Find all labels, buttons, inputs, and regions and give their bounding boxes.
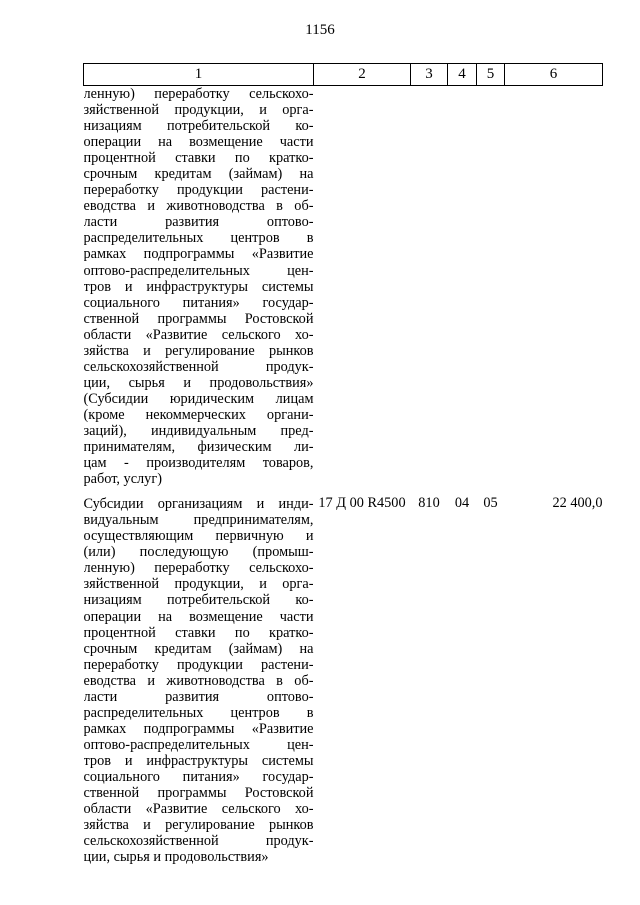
- description-line: сельскохозяйственной продук-: [83, 358, 314, 375]
- description-line: (Субсидии юридическим лицам: [83, 390, 314, 407]
- description-line: заций), индивидуальным пред-: [83, 422, 314, 439]
- description-line: тров и инфраструктуры системы: [83, 752, 314, 769]
- description-line: операции на возмещение части: [83, 134, 314, 151]
- description-line: видуальным предпринимателям,: [83, 512, 314, 529]
- description-line: тров и инфраструктуры системы: [83, 278, 314, 295]
- description-line: зяйства и регулирование рынков: [83, 817, 314, 834]
- description-line: низациям потребительской ко-: [83, 592, 314, 609]
- header-col-3: 3: [411, 64, 448, 86]
- table-row: [84, 86, 603, 488]
- header-col-6: 6: [505, 64, 603, 86]
- description-line: оптово-распределительных цен-: [83, 736, 314, 753]
- description-line: процентной ставки по кратко-: [83, 624, 314, 641]
- description-line: сельскохозяйственной продук-: [83, 833, 314, 850]
- description-line: ленную) переработку сельскохо-: [83, 86, 314, 102]
- description-line: зяйственной продукции, и орга-: [83, 102, 314, 119]
- description-line: области «Развитие сельского хо-: [83, 801, 314, 818]
- description-line: ции, сырья и продовольствия»: [83, 849, 269, 866]
- description-line: ственной программы Ростовской: [83, 310, 314, 327]
- description-line: ласти развития оптово-: [83, 688, 314, 705]
- target-article-code: [314, 86, 411, 488]
- description-line: осуществляющим первичную и: [83, 528, 314, 545]
- header-col-1: 1: [84, 64, 314, 86]
- description-line: зяйственной продукции, и орга-: [83, 576, 314, 593]
- description-line: (или) последующую (промыш-: [83, 544, 314, 561]
- header-col-2: 2: [314, 64, 411, 86]
- description-line: еводства и животноводства в об-: [83, 672, 314, 689]
- amount: 22 400,0: [552, 495, 603, 512]
- description-line: срочным кредитам (займам) на: [83, 166, 314, 183]
- description-line: социального питания» государ-: [83, 294, 314, 311]
- description-line: низациям потребительской ко-: [83, 118, 314, 135]
- expense-type-code: [411, 86, 448, 488]
- header-col-5: 5: [477, 64, 505, 86]
- description-line: ленную) переработку сельскохо-: [83, 560, 314, 577]
- description-line: социального питания» государ-: [83, 768, 314, 785]
- description-line: зяйства и регулирование рынков: [83, 342, 314, 359]
- description-line: переработку продукции растени-: [83, 182, 314, 199]
- description-line: распределительных центров в: [83, 230, 314, 247]
- row-description: [84, 86, 314, 488]
- page-number: 1156: [305, 22, 335, 38]
- description-line: рамках подпрограммы «Развитие: [83, 246, 314, 263]
- description-line: распределительных центров в: [83, 704, 314, 721]
- expense-type-code: 810: [418, 495, 440, 512]
- description-line: еводства и животноводства в об-: [83, 198, 314, 215]
- table-row: [84, 487, 603, 865]
- description-line: ласти развития оптово-: [83, 214, 314, 231]
- description-line: ственной программы Ростовской: [83, 785, 314, 802]
- section-code: [448, 86, 477, 488]
- description-line: операции на возмещение части: [83, 608, 314, 625]
- header-row: [84, 64, 603, 86]
- amount: [505, 86, 603, 488]
- description-line: срочным кредитам (займам) на: [83, 640, 314, 657]
- budget-table: [83, 63, 603, 865]
- description-line: ции, сырья и продовольствия»: [83, 374, 314, 391]
- description-line: цам - производителям товаров,: [83, 455, 314, 472]
- description-line: работ, услуг): [83, 471, 162, 488]
- description-line: (кроме некоммерческих органи-: [83, 406, 314, 423]
- target-article-code: 17 Д 00 R4500: [318, 495, 406, 512]
- description-line: переработку продукции растени-: [83, 656, 314, 673]
- subsection-code: 05: [483, 495, 498, 512]
- description-line: рамках подпрограммы «Развитие: [83, 720, 314, 737]
- section-code: 04: [454, 495, 470, 512]
- description-line: Субсидии организациям и инди-: [83, 496, 314, 513]
- row-description: [84, 487, 314, 865]
- header-col-4: 4: [448, 64, 477, 86]
- description-line: процентной ставки по кратко-: [83, 150, 314, 167]
- description-line: оптово-распределительных цен-: [83, 262, 314, 279]
- subsection-code: [477, 86, 505, 488]
- description-line: принимателям, физическим ли-: [83, 439, 314, 456]
- description-line: области «Развитие сельского хо-: [83, 326, 314, 343]
